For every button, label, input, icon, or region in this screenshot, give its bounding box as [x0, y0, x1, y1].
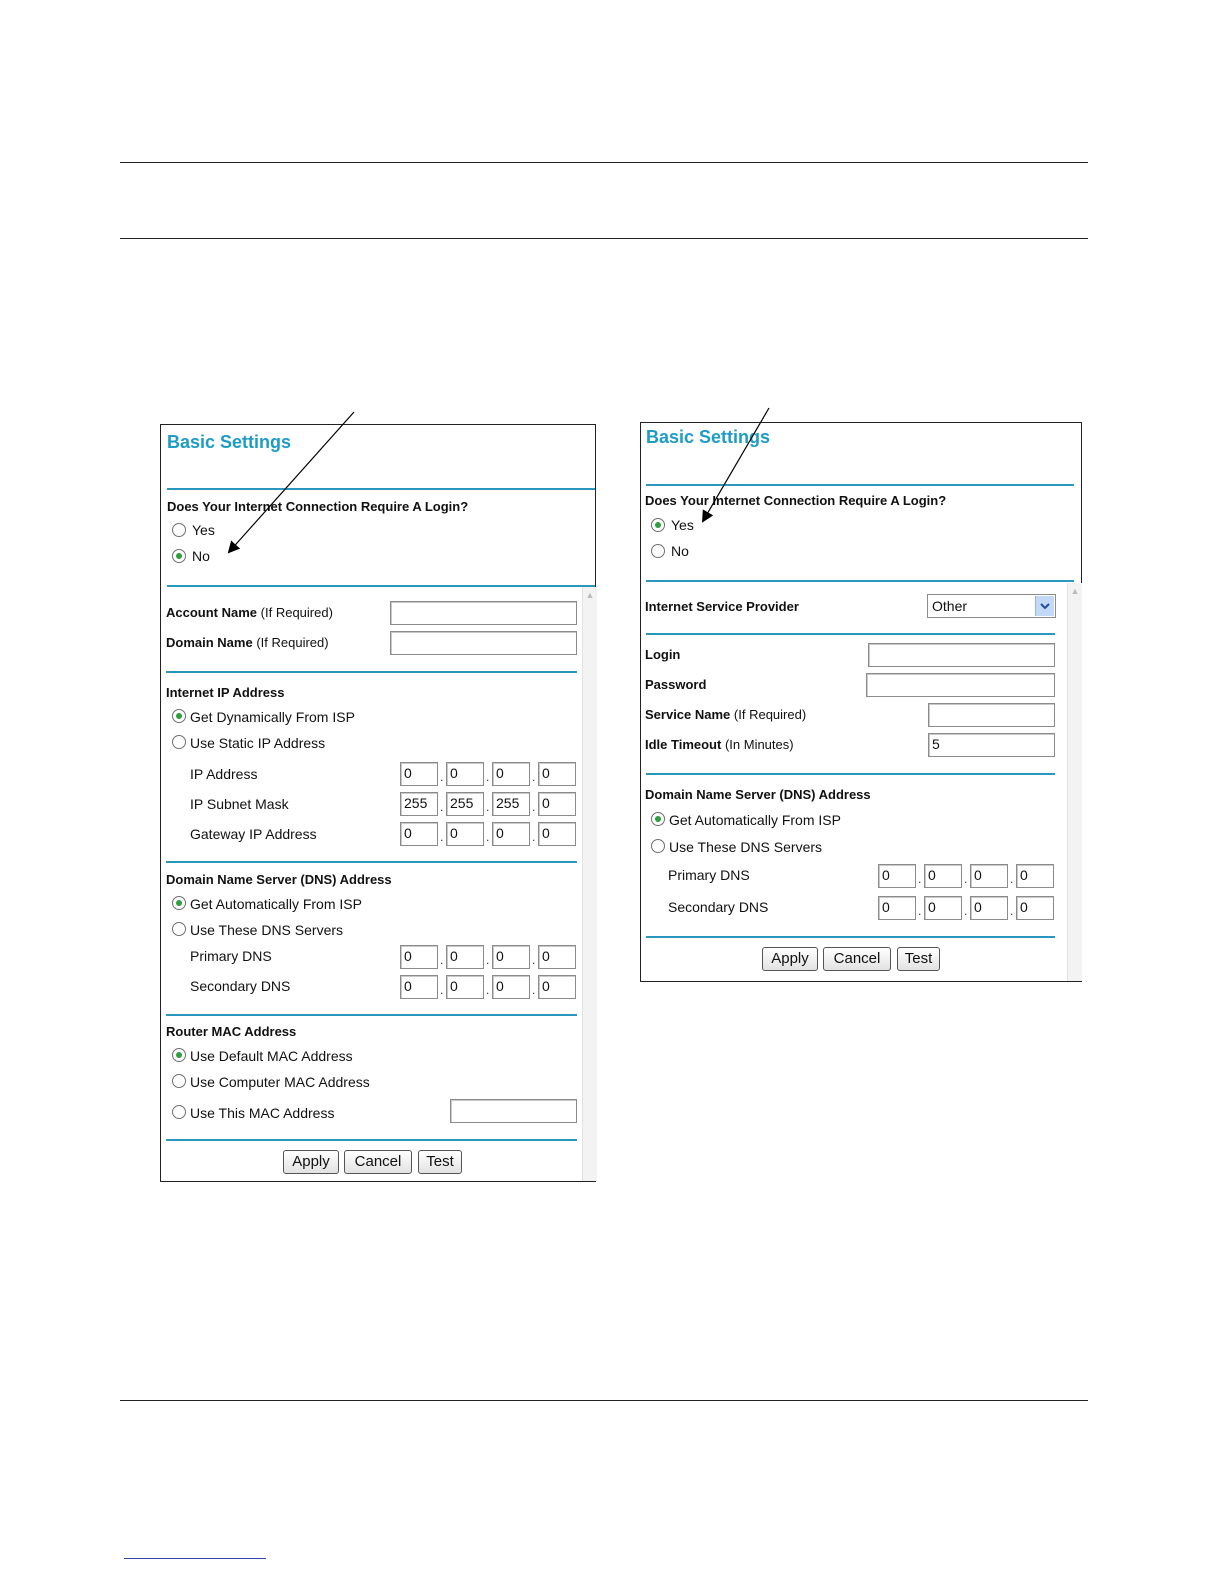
- primary-dns-label: Primary DNS: [668, 867, 750, 883]
- primary-dns-label: Primary DNS: [190, 948, 272, 964]
- octet-separator: .: [440, 953, 444, 967]
- login-question: Does Your Internet Connection Require A Login?: [167, 499, 469, 514]
- login-label: Login: [645, 647, 681, 662]
- octet-separator: .: [1010, 872, 1014, 886]
- secondary-dns-octet-1[interactable]: 0: [878, 896, 916, 920]
- octet-separator: .: [440, 983, 444, 997]
- octet-separator: .: [486, 953, 490, 967]
- octet-separator: .: [964, 904, 968, 918]
- test-button[interactable]: Test: [897, 947, 940, 971]
- page-title: Basic Settings: [646, 427, 771, 447]
- ip-address-octet-1[interactable]: 0: [400, 762, 438, 786]
- account-name-label: Account Name (If Required): [166, 605, 333, 620]
- octet-separator: .: [1010, 904, 1014, 918]
- secondary-dns-octet-4[interactable]: 0: [538, 975, 576, 999]
- secondary-dns-octet-4[interactable]: 0: [1016, 896, 1054, 920]
- octet-separator: .: [532, 953, 536, 967]
- subnet-octet-2[interactable]: 255: [446, 792, 484, 816]
- primary-dns-octet-2[interactable]: 0: [446, 945, 484, 969]
- primary-dns-octet-4[interactable]: 0: [538, 945, 576, 969]
- ip-dynamic-label: Get Dynamically From ISP: [190, 709, 355, 725]
- internet-ip-heading: Internet IP Address: [166, 685, 285, 700]
- primary-dns-octet-2[interactable]: 0: [924, 864, 962, 888]
- mac-this-label: Use This MAC Address: [190, 1105, 335, 1121]
- apply-button[interactable]: Apply: [283, 1150, 339, 1174]
- subnet-octet-1[interactable]: 255: [400, 792, 438, 816]
- octet-separator: .: [440, 770, 444, 784]
- idle-timeout-input[interactable]: 5: [928, 733, 1055, 757]
- cancel-button[interactable]: Cancel: [344, 1150, 412, 1174]
- ip-address-label: IP Address: [190, 766, 258, 782]
- scroll-up-icon[interactable]: ▲: [585, 590, 595, 600]
- mac-computer-label: Use Computer MAC Address: [190, 1074, 370, 1090]
- arrow-to-no-option: [229, 412, 354, 552]
- scroll-up-icon[interactable]: ▲: [1070, 586, 1080, 596]
- apply-button[interactable]: Apply: [762, 947, 818, 971]
- subnet-octet-4[interactable]: 0: [538, 792, 576, 816]
- ip-address-octet-3[interactable]: 0: [492, 762, 530, 786]
- secondary-dns-octet-3[interactable]: 0: [492, 975, 530, 999]
- primary-dns-octet-1[interactable]: 0: [878, 864, 916, 888]
- octet-separator: .: [440, 830, 444, 844]
- gateway-octet-3[interactable]: 0: [492, 822, 530, 846]
- octet-separator: .: [918, 904, 922, 918]
- login-yes-label: Yes: [192, 522, 215, 538]
- domain-name-label: Domain Name (If Required): [166, 635, 329, 650]
- isp-label: Internet Service Provider: [645, 599, 799, 614]
- page-title: Basic Settings: [167, 432, 292, 452]
- gateway-octet-4[interactable]: 0: [538, 822, 576, 846]
- dns-heading: Domain Name Server (DNS) Address: [645, 787, 871, 802]
- octet-separator: .: [440, 800, 444, 814]
- octet-separator: .: [486, 770, 490, 784]
- octet-separator: .: [532, 830, 536, 844]
- octet-separator: .: [532, 770, 536, 784]
- secondary-dns-octet-2[interactable]: 0: [446, 975, 484, 999]
- secondary-dns-label: Secondary DNS: [668, 899, 769, 915]
- login-no-label: No: [671, 543, 689, 559]
- octet-separator: .: [486, 830, 490, 844]
- gateway-label: Gateway IP Address: [190, 826, 317, 842]
- secondary-dns-octet-2[interactable]: 0: [924, 896, 962, 920]
- password-label: Password: [645, 677, 707, 692]
- ip-static-label: Use Static IP Address: [190, 735, 326, 751]
- login-yes-label: Yes: [671, 517, 694, 533]
- login-no-label: No: [192, 548, 210, 564]
- cancel-button[interactable]: Cancel: [823, 947, 891, 971]
- octet-separator: .: [918, 872, 922, 886]
- mac-heading: Router MAC Address: [166, 1024, 297, 1039]
- ip-address-octet-4[interactable]: 0: [538, 762, 576, 786]
- octet-separator: .: [486, 983, 490, 997]
- service-name-label: Service Name (If Required): [645, 707, 807, 722]
- idle-timeout-label: Idle Timeout (In Minutes): [645, 737, 794, 752]
- dns-manual-label: Use These DNS Servers: [190, 922, 344, 938]
- primary-dns-octet-4[interactable]: 0: [1016, 864, 1054, 888]
- arrow-to-yes-option: [703, 408, 769, 521]
- gateway-octet-1[interactable]: 0: [400, 822, 438, 846]
- ip-address-octet-2[interactable]: 0: [446, 762, 484, 786]
- dns-heading: Domain Name Server (DNS) Address: [166, 872, 392, 887]
- octet-separator: .: [486, 800, 490, 814]
- mac-default-label: Use Default MAC Address: [190, 1048, 353, 1064]
- octet-separator: .: [532, 800, 536, 814]
- octet-separator: .: [964, 872, 968, 886]
- primary-dns-octet-1[interactable]: 0: [400, 945, 438, 969]
- secondary-dns-octet-3[interactable]: 0: [970, 896, 1008, 920]
- primary-dns-octet-3[interactable]: 0: [970, 864, 1008, 888]
- dns-auto-label: Get Automatically From ISP: [190, 896, 362, 912]
- gateway-octet-2[interactable]: 0: [446, 822, 484, 846]
- primary-dns-octet-3[interactable]: 0: [492, 945, 530, 969]
- login-question: Does Your Internet Connection Require A Login?: [645, 493, 947, 508]
- octet-separator: .: [532, 983, 536, 997]
- test-button[interactable]: Test: [418, 1150, 462, 1174]
- secondary-dns-octet-1[interactable]: 0: [400, 975, 438, 999]
- secondary-dns-label: Secondary DNS: [190, 978, 291, 994]
- dns-manual-label: Use These DNS Servers: [669, 839, 823, 855]
- dns-auto-label: Get Automatically From ISP: [669, 812, 841, 828]
- isp-select-value: Other: [932, 598, 968, 614]
- subnet-octet-3[interactable]: 255: [492, 792, 530, 816]
- subnet-mask-label: IP Subnet Mask: [190, 796, 289, 812]
